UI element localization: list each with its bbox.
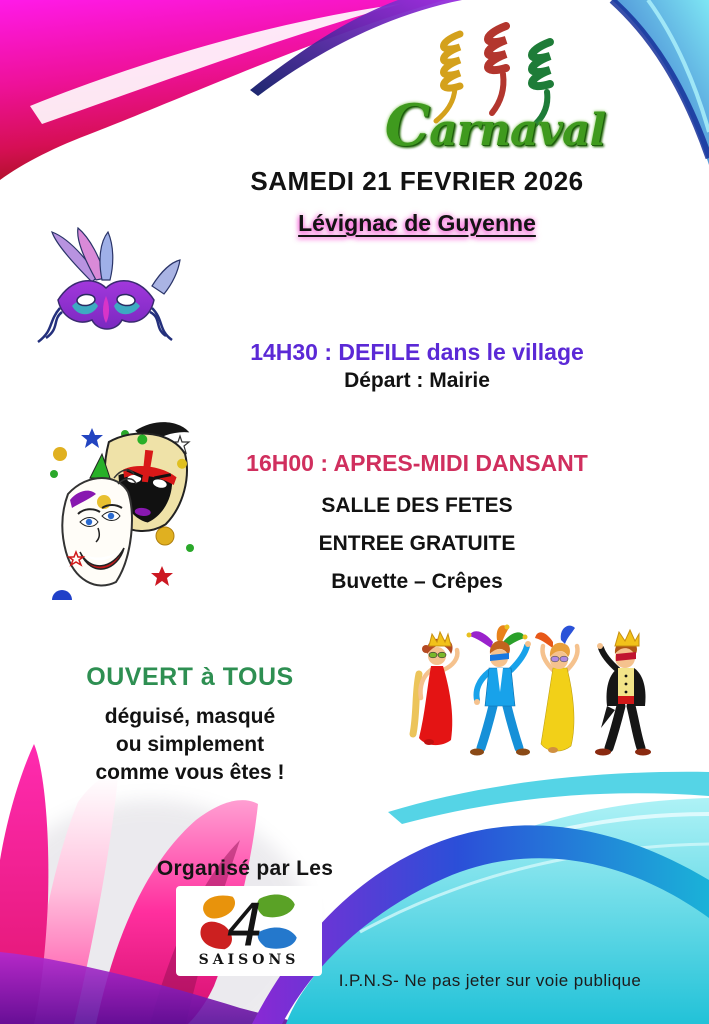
dance-title: 16H00 : APRES-MIDI DANSANT <box>246 450 588 476</box>
carnaval-logo-text: Carnaval <box>384 92 606 159</box>
dance-details <box>125 494 709 594</box>
logo-number-4: 4 <box>226 891 264 954</box>
legal-note: I.P.N.S- Ne pas jeter sur voie publique <box>338 971 642 990</box>
dance-detail-entry: ENTREE GRATUITE <box>318 532 516 555</box>
four-saisons-logo-art <box>176 886 322 954</box>
open-line-2: ou simplement <box>115 733 265 756</box>
dance-detail-venue: SALLE DES FETES <box>321 494 513 517</box>
logo-saisons-text: SAISONS <box>198 952 300 968</box>
masquerade-dancers-icon <box>385 622 685 807</box>
parade-title: 14H30 : DEFILE dans le village <box>250 339 584 365</box>
open-to-all-title: OUVERT à TOUS <box>86 663 294 691</box>
organizer-label: Organisé par Les <box>156 857 334 880</box>
dance-detail-refreshments: Buvette – Crêpes <box>331 570 503 593</box>
carnival-eye-mask-icon <box>22 224 192 349</box>
open-line-3: comme vous êtes ! <box>95 761 285 784</box>
event-location: Lévignac de Guyenne <box>298 210 536 236</box>
four-saisons-logo <box>176 886 322 976</box>
open-to-all-text <box>40 703 340 787</box>
event-date: SAMEDI 21 FEVRIER 2026 <box>250 166 584 196</box>
open-line-1: déguisé, masqué <box>104 705 276 728</box>
parade-detail: Départ : Mairie <box>344 369 490 392</box>
